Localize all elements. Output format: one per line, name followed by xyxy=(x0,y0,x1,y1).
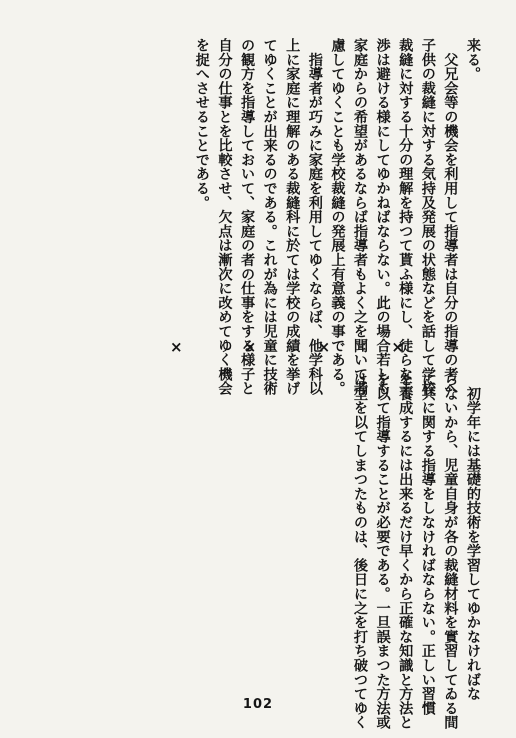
text-line: 父兄会等の機会を利用して指導者は自分の指導の考へ xyxy=(442,38,459,396)
text-line: 上に家庭に理解のある裁縫科に於ては学校の成績を挙げ xyxy=(284,38,301,396)
text-line: 子供の裁縫に対する気持及発展の状態などを話して学校 xyxy=(419,38,436,396)
text-line: らないから、児童自身が各の裁縫材料を實習してゐる間 xyxy=(442,372,459,730)
text-line: 自分の仕事とを比較させ、欠点は漸次に改めてゆく機会 xyxy=(216,38,233,396)
text-line: 家庭からの希望があるならば指導者もよく之を聞いて考 xyxy=(352,38,369,396)
text-line: 裁縫に対する十分の理解を持つて貰ふ様にし、徒らな干 xyxy=(397,38,414,396)
page-number: 102 xyxy=(242,697,274,712)
text-line: 来る。 xyxy=(465,38,481,81)
text-line: を養成するには出来るだけ早くから正確な知識と方法と xyxy=(397,372,414,730)
text-line: を捉へさせることである。 xyxy=(193,38,210,210)
text-line: 渉は避ける様にしてゆかねばならない。此の場合若しも xyxy=(374,38,391,396)
text-line: は型を以てしまつたものは、後日に之を打ち破つてゆく xyxy=(352,372,369,730)
text-line: 慮してゆくことも学校裁縫の発展上有意義の事である。 xyxy=(329,38,346,396)
bottom-text-block xyxy=(348,372,484,730)
text-line: てゆくことが出来るのである。これが為には児童に技術 xyxy=(261,38,278,396)
top-text-block xyxy=(190,38,484,396)
text-line: に共に関する指導をしなければならない。正しい習慣 xyxy=(419,372,436,716)
text-line: 初学年には基礎的技術を学習してゆかなければな xyxy=(465,372,481,701)
text-line: の観方を指導しておいて、家庭の者の仕事をする様子と xyxy=(239,38,256,396)
section-separator: × × × × xyxy=(170,338,432,356)
text-line: 指導者が巧みに家庭を利用してゆくならば、他学科以 xyxy=(306,38,323,396)
text-line: を以て指導することが必要である。一旦誤まつた方法或 xyxy=(374,372,391,730)
